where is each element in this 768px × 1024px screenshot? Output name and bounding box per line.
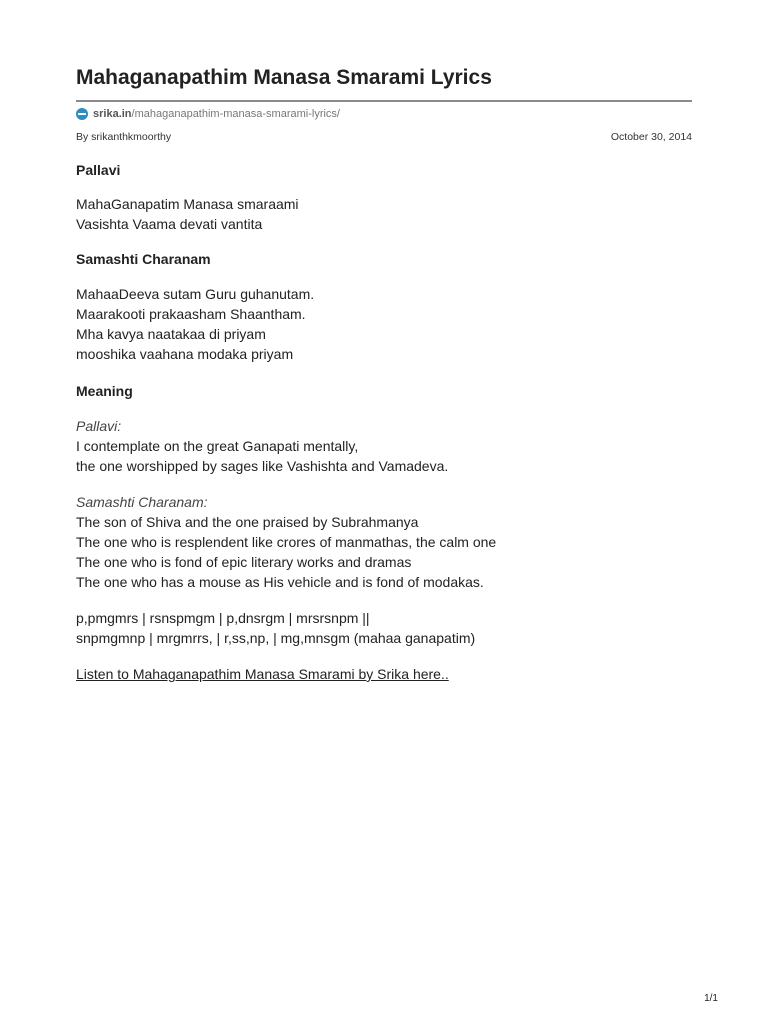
source-path: /mahaganapathim-manasa-smarami-lyrics/ <box>131 108 340 120</box>
meaning-heading: Meaning <box>76 383 133 399</box>
meaning-pallavi-label: Pallavi: <box>76 418 122 434</box>
listen-paragraph <box>76 664 449 684</box>
title-divider <box>76 100 692 102</box>
pallavi-lyrics <box>76 194 299 234</box>
notation-line: p,pmgmrs | rsnspmgm | p,dnsrgm | mrsrsnpm || <box>76 610 370 626</box>
lyric-line: Maarakooti prakaasham Shaantham. <box>76 306 306 322</box>
swara-notation <box>76 608 475 648</box>
page-counter: 1/1 <box>704 993 718 1004</box>
charanam-lyrics <box>76 284 314 364</box>
page-title: Mahaganapathim Manasa Smarami Lyrics <box>76 66 492 89</box>
lyric-line: MahaaDeeva sutam Guru guhanutam. <box>76 286 315 302</box>
author: By srikanthkmoorthy <box>76 131 172 143</box>
meaning-line: the one worshipped by sages like Vashishta and Vamadeva. <box>76 458 449 474</box>
lyric-line: MahaGanapatim Manasa smaraami <box>76 196 299 212</box>
source-domain: srika.in <box>93 108 132 120</box>
publish-date: October 30, 2014 <box>610 131 692 143</box>
notation-line: snpmgmnp | mrgmrrs, | r,ss,np, | mg,mnsgm (mahaa ganapatim) <box>76 630 476 646</box>
site-favicon-icon <box>76 108 88 120</box>
meaning-line: The one who is fond of epic literary works and dramas <box>76 554 412 570</box>
meaning-line: The son of Shiva and the one praised by Subrahmanya <box>76 514 419 530</box>
source-url[interactable] <box>76 108 340 120</box>
byline <box>76 131 692 143</box>
meaning-charanam-label: Samashti Charanam: <box>76 494 208 510</box>
charanam-heading: Samashti Charanam <box>76 251 211 267</box>
meaning-line: The one who has a mouse as His vehicle and is fond of modakas. <box>76 574 484 590</box>
meaning-line: I contemplate on the great Ganapati mentally, <box>76 438 359 454</box>
lyric-line: Vasishta Vaama devati vantita <box>76 216 263 232</box>
meaning-pallavi <box>76 416 448 476</box>
lyric-line: mooshika vaahana modaka priyam <box>76 346 294 362</box>
meaning-charanam <box>76 492 496 592</box>
lyric-line: Mha kavya naatakaa di priyam <box>76 326 266 342</box>
meaning-line: The one who is resplendent like crores of manmathas, the calm one <box>76 534 497 550</box>
listen-link[interactable]: Listen to Mahaganapathim Manasa Smarami by Srika here.. <box>76 666 449 682</box>
pallavi-heading: Pallavi <box>76 162 121 178</box>
